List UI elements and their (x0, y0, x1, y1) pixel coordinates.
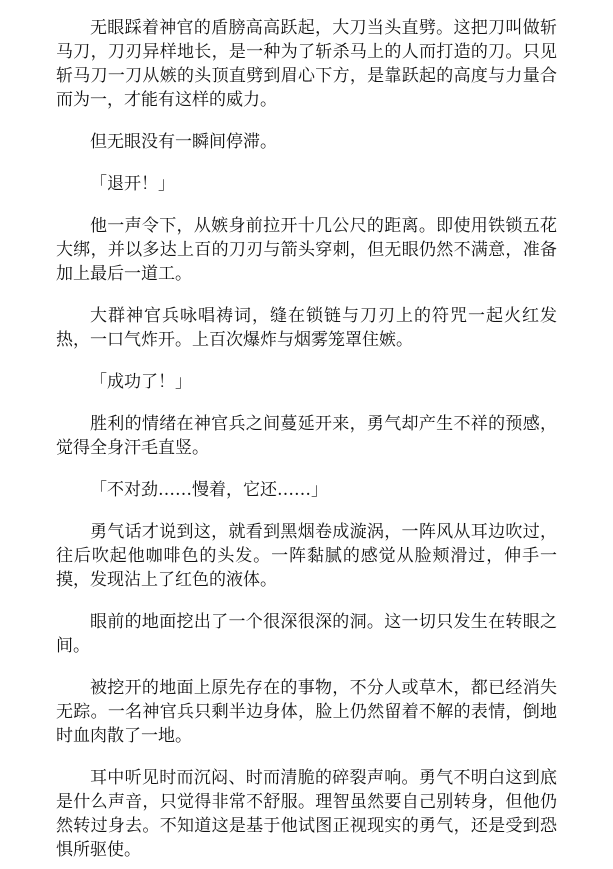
paragraph-9: 勇气话才说到这，就看到黑烟卷成漩涡，一阵风从耳边吹过，往后吹起他咖啡色的头发。一阵黏腻的感觉从脸颊滑过，伸手一摸，发现沾上了红色的液体。 (56, 522, 557, 590)
paragraph-12: 耳中听见时而沉闷、时而清脆的碎裂声响。勇气不明白这到底是什么声音，只觉得非常不舒服。理智虽然要自己别转身，但他仍然转过身去。不知道这是基于他试图正视现实的勇气，还是受到恐惧所驱使。 (56, 768, 557, 860)
paragraph-1: 无眼踩着神官的盾膀高高跃起，大刀当头直劈。这把刀叫做斩马刀，刀刃异样地长，是一种为了斩杀马上的人而打造的刀。只见斩马刀一刀从嫉的头顶直劈到眉心下方，是靠跃起的高度与力量合而为一，才能有这样的威力。 (56, 18, 557, 110)
paragraph-2: 但无眼没有一瞬间停滞。 (90, 132, 277, 152)
paragraph-5: 大群神官兵咏唱祷词，缝在锁链与刀刃上的符咒一起火红发热，一口气炸开。上百次爆炸与烟雾笼罩住嫉。 (56, 306, 557, 350)
paragraph-7: 胜利的情绪在神官兵之间蔓延开来，勇气却产生不祥的预感，觉得全身汗毛直竖。 (56, 414, 557, 458)
paragraph-6: 「成功了！」 (90, 372, 192, 392)
paragraph-11: 被挖开的地面上原先存在的事物，不分人或草木，都已经消失无踪。一名神官兵只剩半边身体，脸上仍然留着不解的表情，倒地时血肉散了一地。 (56, 678, 557, 746)
paragraph-3: 「退开！」 (90, 174, 175, 194)
paragraph-4: 他一声令下，从嫉身前拉开十几公尺的距离。即使用铁锁五花大绑，并以多达上百的刀刃与箭头穿刺，但无眼仍然不满意，准备加上最后一道工。 (56, 216, 557, 284)
paragraph-10: 眼前的地面挖出了一个很深很深的洞。这一切只发生在转眼之间。 (56, 612, 557, 656)
paragraph-8: 「不对劲……慢着，它还……」 (90, 480, 328, 500)
